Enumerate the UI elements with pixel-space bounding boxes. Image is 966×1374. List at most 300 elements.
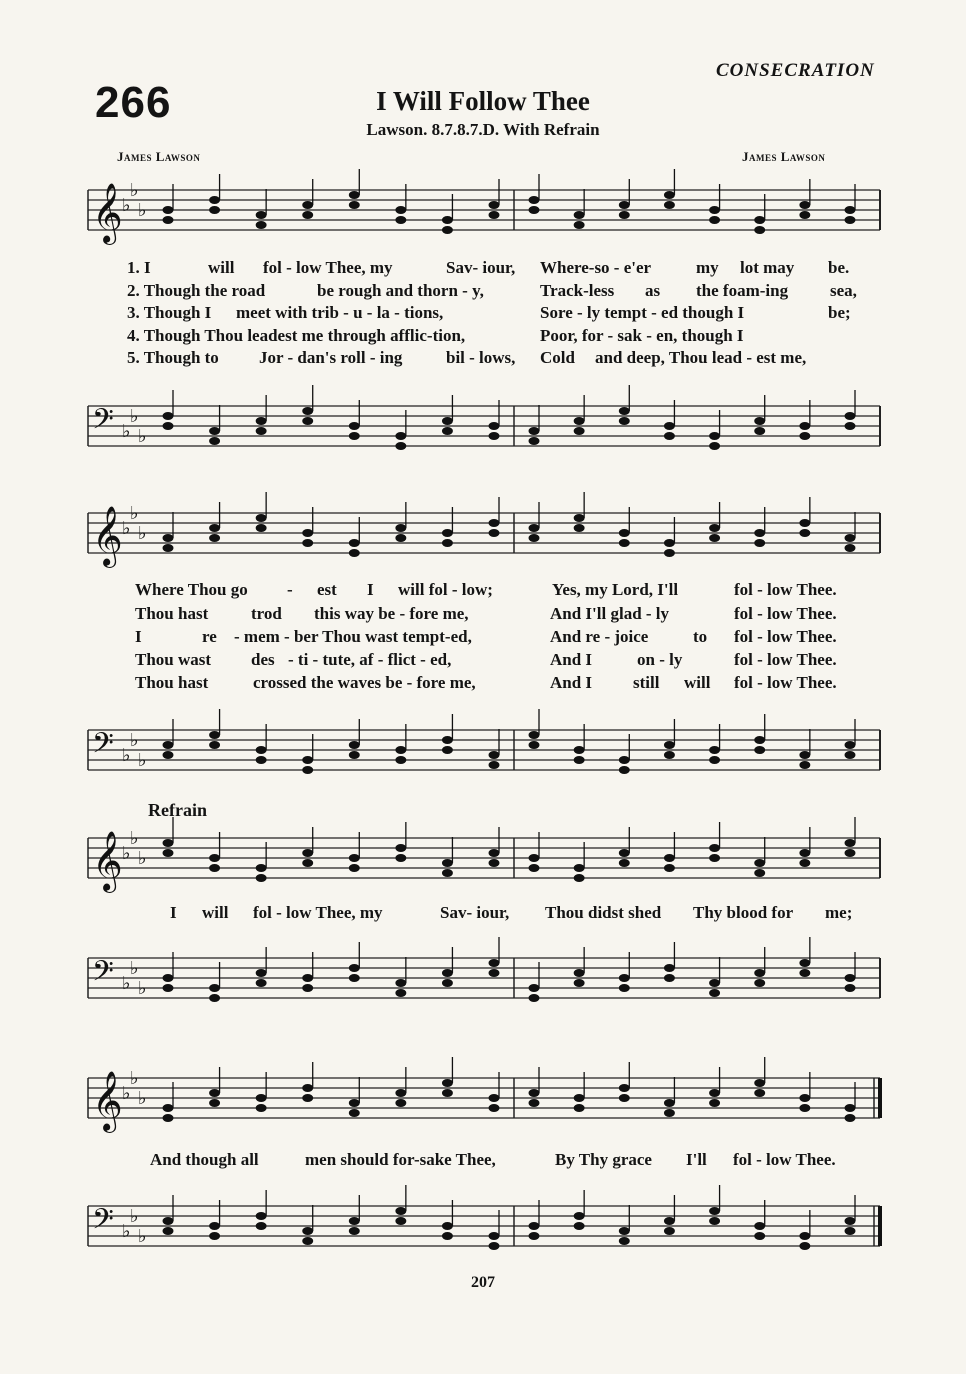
note-head — [256, 427, 267, 435]
note-head — [754, 746, 765, 754]
note-head — [709, 442, 720, 450]
note-head — [349, 432, 360, 440]
note-head — [529, 1099, 540, 1107]
note-head — [442, 746, 453, 754]
lyric-line-v1b — [120, 580, 872, 602]
note-head — [664, 201, 675, 209]
note-head — [302, 1227, 313, 1235]
note-head — [709, 1217, 720, 1225]
flat-sign-icon: ♭ — [138, 1226, 147, 1247]
note-head — [709, 979, 720, 987]
note-head — [395, 1207, 406, 1215]
note-head — [574, 1222, 585, 1230]
note-head — [302, 756, 313, 764]
note-head — [799, 432, 810, 440]
flat-sign-icon: ♭ — [138, 426, 147, 447]
note-head — [799, 529, 810, 537]
note-head — [799, 761, 810, 769]
lyric-word: And re - joice — [550, 627, 649, 646]
note-head — [529, 854, 540, 862]
treble-clef-icon: 𝄞 — [92, 506, 123, 566]
note-head — [664, 751, 675, 759]
lyric-word: me; — [825, 903, 853, 922]
note-head — [845, 216, 856, 224]
note-head — [709, 216, 720, 224]
note-head — [395, 206, 406, 214]
note-head — [163, 974, 174, 982]
note-head — [574, 864, 585, 872]
note-head — [349, 549, 360, 557]
note-head — [395, 989, 406, 997]
note-head — [209, 196, 220, 204]
category-heading: CONSECRATION — [716, 60, 875, 81]
note-head — [489, 761, 500, 769]
note-head — [489, 432, 500, 440]
treble-staff-system-4 — [0, 1070, 966, 1130]
note-head — [442, 1079, 453, 1087]
note-head — [349, 964, 360, 972]
note-head — [529, 741, 540, 749]
note-head — [489, 211, 500, 219]
note-head — [256, 211, 267, 219]
note-head — [754, 1089, 765, 1097]
flat-sign-icon: ♭ — [138, 200, 147, 221]
note-head — [664, 1217, 675, 1225]
lyric-word: And I'll glad - ly — [550, 604, 670, 623]
note-head — [163, 984, 174, 992]
note-head — [395, 534, 406, 542]
lyric-word: And I — [550, 650, 593, 669]
note-head — [302, 407, 313, 415]
lyric-word: fol - low Thee. — [734, 604, 837, 623]
note-head — [163, 1114, 174, 1122]
lyric-word: to — [693, 627, 708, 646]
note-head — [395, 844, 406, 852]
note-head — [619, 1084, 630, 1092]
note-head — [209, 427, 220, 435]
note-head — [799, 1242, 810, 1250]
note-head — [529, 864, 540, 872]
note-head — [619, 859, 630, 867]
note-head — [574, 874, 585, 882]
note-head — [845, 849, 856, 857]
lyric-word: on - ly — [637, 650, 683, 669]
treble-staff-system-3 — [0, 830, 966, 890]
note-head — [709, 1099, 720, 1107]
note-head — [845, 1227, 856, 1235]
note-head — [349, 1099, 360, 1107]
note-head — [709, 989, 720, 997]
lyric-word: Sav- iour, — [446, 258, 516, 277]
note-head — [574, 746, 585, 754]
note-head — [442, 969, 453, 977]
note-head — [845, 412, 856, 420]
note-head — [163, 1217, 174, 1225]
note-head — [302, 1237, 313, 1245]
note-head — [845, 1104, 856, 1112]
note-head — [799, 519, 810, 527]
note-head — [489, 1232, 500, 1240]
note-head — [529, 1089, 540, 1097]
lyric-word: my — [696, 258, 719, 277]
lyric-word: est — [317, 580, 337, 599]
lyric-word: meet with trib - u - la - tions, — [236, 303, 444, 322]
note-head — [664, 864, 675, 872]
hymn-number: 266 — [95, 78, 172, 127]
flat-sign-icon: ♭ — [130, 1068, 139, 1089]
lyric-line-v2b — [120, 604, 872, 626]
lyric-word: des — [251, 650, 275, 669]
note-head — [754, 529, 765, 537]
note-head — [799, 1104, 810, 1112]
note-head — [529, 437, 540, 445]
note-head — [664, 1227, 675, 1235]
note-head — [619, 407, 630, 415]
lyric-word: crossed the waves be - fore me, — [253, 673, 476, 692]
note-head — [302, 201, 313, 209]
note-head — [845, 206, 856, 214]
flat-sign-icon: ♭ — [130, 730, 139, 751]
note-head — [442, 1222, 453, 1230]
note-head — [664, 741, 675, 749]
author-credit: James Lawson — [742, 149, 826, 164]
note-head — [442, 417, 453, 425]
note-head — [619, 417, 630, 425]
note-head — [574, 417, 585, 425]
note-head — [619, 984, 630, 992]
lyric-word: fol - low Thee. — [734, 627, 837, 646]
lyric-line-v5b — [120, 673, 872, 695]
note-head — [529, 524, 540, 532]
lyric-word: still — [633, 673, 660, 692]
note-head — [163, 751, 174, 759]
note-head — [754, 869, 765, 877]
note-head — [209, 206, 220, 214]
note-head — [489, 1104, 500, 1112]
note-head — [709, 854, 720, 862]
note-head — [302, 529, 313, 537]
note-head — [619, 849, 630, 857]
note-head — [845, 1217, 856, 1225]
flat-sign-icon: ♭ — [138, 848, 147, 869]
lyric-word: Thou didst shed — [545, 903, 662, 922]
note-head — [489, 969, 500, 977]
lyric-word: the foam-ing — [696, 281, 789, 300]
note-head — [664, 549, 675, 557]
lyric-line-v3a — [120, 303, 872, 325]
lyric-word: and deep, Thou lead - est me, — [595, 348, 807, 367]
lyric-word: re — [202, 627, 217, 646]
note-head — [163, 412, 174, 420]
flat-sign-icon: ♭ — [130, 1206, 139, 1227]
flat-sign-icon: ♭ — [130, 958, 139, 979]
lyric-word: - mem - ber Thou wast tempt-ed, — [234, 627, 472, 646]
note-head — [619, 201, 630, 209]
note-head — [845, 984, 856, 992]
note-head — [209, 534, 220, 542]
note-head — [754, 1232, 765, 1240]
note-head — [574, 427, 585, 435]
lyric-word: this way be - fore me, — [314, 604, 469, 623]
note-head — [349, 741, 360, 749]
note-head — [302, 984, 313, 992]
note-head — [209, 437, 220, 445]
lyric-line-v3b — [120, 627, 872, 649]
note-head — [163, 206, 174, 214]
note-head — [529, 1222, 540, 1230]
bass-staff-system-3 — [0, 950, 966, 1010]
note-head — [256, 1222, 267, 1230]
note-head — [256, 864, 267, 872]
note-head — [489, 859, 500, 867]
note-head — [619, 1237, 630, 1245]
lyric-word: will — [208, 258, 235, 277]
note-head — [709, 534, 720, 542]
flat-sign-icon: ♭ — [138, 523, 147, 544]
note-head — [302, 849, 313, 857]
note-head — [489, 529, 500, 537]
note-head — [709, 524, 720, 532]
note-head — [163, 1104, 174, 1112]
note-head — [395, 216, 406, 224]
note-head — [209, 864, 220, 872]
lyric-word: - ti - tute, af - flict - ed, — [288, 650, 452, 669]
lyric-word: I — [367, 580, 374, 599]
note-head — [442, 736, 453, 744]
note-head — [349, 1217, 360, 1225]
note-head — [709, 746, 720, 754]
note-head — [349, 201, 360, 209]
note-head — [845, 751, 856, 759]
flat-sign-icon: ♭ — [130, 406, 139, 427]
note-head — [754, 1079, 765, 1087]
lyric-word: Sav- iour, — [440, 903, 510, 922]
lyric-line-v4a — [120, 326, 872, 348]
treble-clef-icon: 𝄞 — [92, 1071, 123, 1131]
lyric-word: Where-so - e'er — [540, 258, 652, 277]
note-head — [619, 539, 630, 547]
note-head — [799, 859, 810, 867]
lyric-word: fol - low Thee. — [734, 650, 837, 669]
lyric-word: Cold — [540, 348, 575, 367]
lyric-word: And I — [550, 673, 593, 692]
note-head — [395, 979, 406, 987]
lyric-word: Track-less — [540, 281, 615, 300]
note-head — [754, 417, 765, 425]
note-head — [845, 422, 856, 430]
lyric-word: bil - lows, — [446, 348, 516, 367]
flat-sign-icon: ♭ — [138, 978, 147, 999]
note-head — [209, 1099, 220, 1107]
note-head — [395, 756, 406, 764]
lyric-word: will fol - low; — [398, 580, 493, 599]
note-head — [489, 959, 500, 967]
note-head — [754, 427, 765, 435]
note-head — [709, 1207, 720, 1215]
lyric-word: Thy blood for — [693, 903, 794, 922]
note-head — [799, 422, 810, 430]
note-head — [574, 969, 585, 977]
lyric-word: I'll — [686, 1150, 707, 1169]
note-head — [619, 529, 630, 537]
lyric-word: be; — [828, 303, 851, 322]
lyric-line-v2a — [120, 281, 872, 303]
note-head — [845, 544, 856, 552]
note-head — [302, 974, 313, 982]
note-head — [664, 854, 675, 862]
note-head — [209, 731, 220, 739]
note-head — [799, 201, 810, 209]
treble-clef-icon: 𝄞 — [92, 831, 123, 891]
note-head — [664, 974, 675, 982]
lyric-word: fol - low Thee, my — [253, 903, 383, 922]
note-head — [754, 736, 765, 744]
note-head — [619, 211, 630, 219]
lyric-word: I — [170, 903, 177, 922]
note-head — [529, 1232, 540, 1240]
note-head — [489, 849, 500, 857]
lyric-word: fol - low Thee. — [734, 673, 837, 692]
note-head — [442, 1232, 453, 1240]
note-head — [209, 524, 220, 532]
note-head — [799, 1094, 810, 1102]
flat-sign-icon: ♭ — [138, 750, 147, 771]
note-head — [349, 854, 360, 862]
note-head — [395, 442, 406, 450]
note-head — [489, 422, 500, 430]
note-head — [209, 994, 220, 1002]
note-head — [349, 1227, 360, 1235]
lyric-word: as — [645, 281, 661, 300]
note-head — [709, 844, 720, 852]
note-head — [256, 979, 267, 987]
treble-clef-icon: 𝄞 — [92, 183, 123, 243]
note-head — [845, 741, 856, 749]
flat-sign-icon: ♭ — [122, 843, 131, 864]
lyric-line-v4b — [120, 650, 872, 672]
note-head — [845, 974, 856, 982]
note-head — [349, 191, 360, 199]
bass-staff-system-1 — [0, 398, 966, 458]
note-head — [709, 1089, 720, 1097]
flat-sign-icon: ♭ — [122, 195, 131, 216]
note-head — [709, 432, 720, 440]
note-head — [209, 984, 220, 992]
note-head — [574, 211, 585, 219]
tune-meter: Lawson. 8.7.8.7.D. With Refrain — [366, 120, 600, 139]
note-head — [799, 1232, 810, 1240]
note-head — [209, 1222, 220, 1230]
lyric-word: By Thy grace — [555, 1150, 652, 1169]
lyric-word: Jor - dan's roll - ing — [259, 348, 403, 367]
flat-sign-icon: ♭ — [122, 1221, 131, 1242]
lyric-word: be. — [828, 258, 850, 277]
lyric-word: Sore - ly tempt - ed though I — [540, 303, 745, 322]
note-head — [395, 1099, 406, 1107]
note-head — [395, 854, 406, 862]
note-head — [845, 839, 856, 847]
note-head — [574, 979, 585, 987]
lyric-line-v5a — [120, 348, 872, 370]
note-head — [395, 1089, 406, 1097]
note-head — [754, 226, 765, 234]
note-head — [302, 859, 313, 867]
note-head — [349, 751, 360, 759]
note-head — [163, 534, 174, 542]
note-head — [209, 1089, 220, 1097]
note-head — [349, 422, 360, 430]
lyric-word: Yes, my Lord, I'll — [552, 580, 679, 599]
note-head — [256, 417, 267, 425]
note-head — [489, 751, 500, 759]
note-head — [302, 1084, 313, 1092]
note-head — [163, 839, 174, 847]
lyric-line-refrain-b — [120, 1150, 872, 1172]
note-head — [619, 1227, 630, 1235]
bass-staff-system-4 — [0, 1198, 966, 1258]
note-head — [529, 994, 540, 1002]
note-head — [163, 741, 174, 749]
note-head — [574, 756, 585, 764]
flat-sign-icon: ♭ — [130, 180, 139, 201]
note-head — [442, 869, 453, 877]
note-head — [256, 969, 267, 977]
note-head — [664, 1109, 675, 1117]
note-head — [619, 974, 630, 982]
note-head — [442, 979, 453, 987]
note-head — [163, 849, 174, 857]
lyric-word: will — [202, 903, 229, 922]
note-head — [209, 741, 220, 749]
note-head — [845, 1114, 856, 1122]
note-head — [442, 859, 453, 867]
hymn-title: I Will Follow Thee — [376, 86, 590, 116]
lyric-word: be rough and thorn - y, — [317, 281, 484, 300]
note-head — [302, 766, 313, 774]
note-head — [209, 1232, 220, 1240]
note-head — [799, 959, 810, 967]
note-head — [349, 539, 360, 547]
note-head — [574, 1212, 585, 1220]
note-head — [442, 529, 453, 537]
note-head — [442, 226, 453, 234]
note-head — [163, 1227, 174, 1235]
note-head — [754, 216, 765, 224]
bass-clef-icon: 𝄢 — [92, 955, 114, 995]
note-head — [709, 206, 720, 214]
note-head — [489, 1242, 500, 1250]
lyric-line-refrain-a — [120, 903, 872, 925]
note-head — [302, 1094, 313, 1102]
note-head — [529, 427, 540, 435]
note-head — [442, 216, 453, 224]
note-head — [664, 432, 675, 440]
lyric-line-v1a — [120, 258, 872, 280]
note-head — [754, 969, 765, 977]
bass-staff-system-2 — [0, 722, 966, 782]
lyric-word: 1. I — [127, 258, 151, 277]
note-head — [442, 1089, 453, 1097]
note-head — [799, 849, 810, 857]
note-head — [574, 221, 585, 229]
note-head — [302, 539, 313, 547]
lyric-word: And though all — [150, 1150, 259, 1169]
note-head — [395, 432, 406, 440]
note-head — [256, 514, 267, 522]
note-head — [256, 1212, 267, 1220]
note-head — [574, 1094, 585, 1102]
lyric-word: I — [135, 627, 142, 646]
